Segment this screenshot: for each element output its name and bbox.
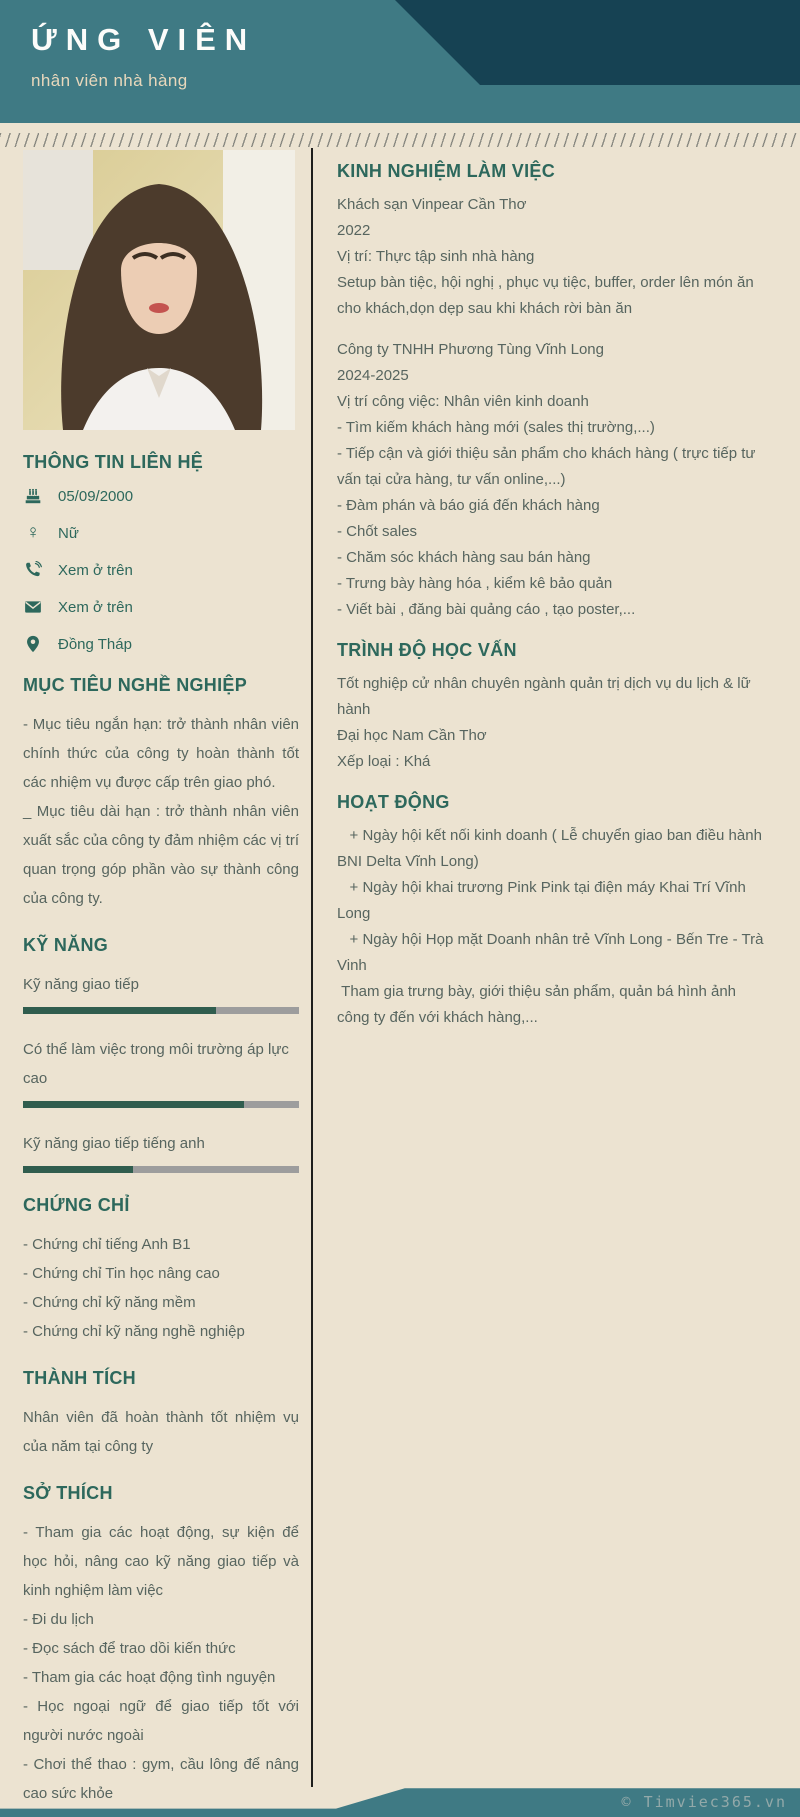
skill-bar-track bbox=[23, 1166, 299, 1173]
skill-bar-fill bbox=[23, 1007, 216, 1014]
contact-row-gender bbox=[23, 524, 299, 542]
objective-paragraph: _ Mục tiêu dài hạn : trở thành nhân viên xuất sắc của công ty đảm nhiệm các vị trí quan trọng góp phần vào sự thành công của công ty. bbox=[23, 803, 299, 907]
skill-bar-fill bbox=[23, 1101, 244, 1108]
location-pin-icon bbox=[23, 635, 43, 653]
contact-row-birthday bbox=[23, 487, 299, 505]
skill-bar-track bbox=[23, 1007, 299, 1014]
education-line: Đại học Nam Cần Thơ bbox=[337, 727, 487, 744]
hobby-item: - Đi du lịch bbox=[23, 1611, 94, 1628]
job-position: Vị trí công việc: Nhân viên kinh doanh bbox=[337, 393, 589, 410]
activity-line: + Ngày hội kết nối kinh doanh ( Lễ chuyển giao ban điều hành BNI Delta Vĩnh Long) bbox=[337, 827, 767, 870]
job-detail: - Đàm phán và báo giá đến khách hàng bbox=[337, 497, 600, 514]
page-title: ỨNG VIÊN bbox=[31, 22, 257, 57]
skill-label: Kỹ năng giao tiếp bbox=[23, 976, 139, 993]
section-heading-achievements: THÀNH TÍCH bbox=[23, 1368, 136, 1388]
job-detail: Setup bàn tiệc, hội nghị , phục vụ tiệc, buffer, order lên món ăn cho khách,dọn dẹp sau khi khách rời bàn ăn bbox=[337, 274, 758, 317]
contact-row-phone bbox=[23, 561, 299, 579]
page-subtitle: nhân viên nhà hàng bbox=[31, 71, 188, 90]
header-banner bbox=[0, 0, 800, 123]
section-heading-skills: KỸ NĂNG bbox=[23, 935, 109, 955]
hobby-item: - Chơi thể thao : gym, cầu lông để nâng cao sức khỏe bbox=[23, 1756, 299, 1802]
education-line: Xếp loại : Khá bbox=[337, 753, 431, 770]
experience-job bbox=[337, 337, 765, 623]
contact-row-address bbox=[23, 635, 299, 653]
job-detail: - Chăm sóc khách hàng sau bán hàng bbox=[337, 549, 591, 566]
email-value: Xem ở trên bbox=[58, 598, 133, 616]
watermark-text: © Timviec365.vn bbox=[621, 1793, 787, 1811]
achievement-text: Nhân viên đã hoàn thành tốt nhiệm vụ của năm tại công ty bbox=[23, 1409, 299, 1455]
female-icon: ♀ bbox=[25, 522, 41, 543]
hobby-item: - Tham gia các hoạt động tình nguyện bbox=[23, 1669, 276, 1686]
birthday-value: 05/09/2000 bbox=[58, 487, 134, 505]
job-position: Vị trí: Thực tập sinh nhà hàng bbox=[337, 248, 535, 265]
job-detail: - Tiếp cận và giới thiệu sản phẩm cho khách hàng ( trực tiếp tư vấn tại cửa hàng, tư vấn online,...) bbox=[337, 445, 760, 488]
phone-icon bbox=[23, 561, 43, 579]
section-heading-contact: THÔNG TIN LIÊN HỆ bbox=[23, 452, 204, 472]
skill-bar-track bbox=[23, 1101, 299, 1108]
job-detail: - Chốt sales bbox=[337, 523, 418, 540]
column-divider bbox=[311, 148, 313, 1787]
phone-value: Xem ở trên bbox=[58, 561, 133, 579]
certificate-item: - Chứng chỉ tiếng Anh B1 bbox=[23, 1236, 191, 1253]
skill-label: Kỹ năng giao tiếp tiếng anh bbox=[23, 1135, 205, 1152]
job-company: Công ty TNHH Phương Tùng Vĩnh Long bbox=[337, 341, 604, 358]
section-heading-hobbies: SỞ THÍCH bbox=[23, 1483, 113, 1503]
objective-paragraph: - Mục tiêu ngắn hạn: trở thành nhân viên chính thức của công ty hoàn thành tốt các nhiệm vụ được cấp trên giao phó. bbox=[23, 716, 299, 791]
section-heading-experience: KINH NGHIỆM LÀM VIỆC bbox=[337, 161, 556, 181]
profile-photo bbox=[23, 150, 295, 430]
skill-item bbox=[23, 970, 299, 1014]
activity-line: + Ngày hội khai trương Pink Pink tại điện máy Khai Trí Vĩnh Long bbox=[337, 879, 751, 922]
skill-item bbox=[23, 1035, 299, 1108]
certificate-item: - Chứng chỉ kỹ năng nghề nghiệp bbox=[23, 1323, 245, 1340]
job-detail: - Viết bài , đăng bài quảng cáo , tạo poster,... bbox=[337, 601, 636, 618]
hatch-stripe-band bbox=[0, 133, 800, 147]
job-period: 2024-2025 bbox=[337, 367, 409, 384]
left-column bbox=[23, 150, 299, 1808]
skill-label: Có thể làm việc trong môi trường áp lực cao bbox=[23, 1041, 289, 1087]
hobby-item: - Học ngoại ngữ để giao tiếp tốt với người nước ngoài bbox=[23, 1698, 299, 1744]
contact-row-email bbox=[23, 598, 299, 616]
gender-value: Nữ bbox=[58, 524, 79, 542]
job-company: Khách sạn Vinpear Cần Thơ bbox=[337, 196, 527, 213]
job-period: 2022 bbox=[337, 222, 371, 239]
section-heading-activities: HOẠT ĐỘNG bbox=[337, 792, 450, 812]
birthday-cake-icon bbox=[23, 487, 43, 505]
right-column bbox=[337, 161, 768, 1031]
skill-bar-fill bbox=[23, 1166, 133, 1173]
section-heading-education: TRÌNH ĐỘ HỌC VẤN bbox=[337, 640, 517, 660]
skill-item bbox=[23, 1129, 299, 1173]
address-value: Đồng Tháp bbox=[58, 635, 132, 653]
activity-line: + Ngày hội Họp mặt Doanh nhân trẻ Vĩnh Long - Bến Tre - Trà Vinh bbox=[337, 931, 768, 974]
hobby-item: - Đọc sách để trao dồi kiến thức bbox=[23, 1640, 236, 1657]
education-line: Tốt nghiệp cử nhân chuyên ngành quản trị dịch vụ du lịch & lữ hành bbox=[337, 675, 755, 718]
section-heading-certificates: CHỨNG CHỈ bbox=[23, 1195, 130, 1215]
certificate-item: - Chứng chỉ kỹ năng mềm bbox=[23, 1294, 196, 1311]
activity-line: Tham gia trưng bày, giới thiệu sản phẩm, quản bá hình ảnh công ty đến với khách hàng,... bbox=[337, 983, 741, 1026]
certificate-item: - Chứng chỉ Tin học nâng cao bbox=[23, 1265, 220, 1282]
envelope-icon bbox=[23, 598, 43, 616]
job-detail: - Tìm kiếm khách hàng mới (sales thị trường,...) bbox=[337, 419, 655, 436]
experience-job bbox=[337, 192, 765, 322]
hobby-item: - Tham gia các hoạt động, sự kiện để học hỏi, nâng cao kỹ năng giao tiếp và kinh nghiệm làm việc bbox=[23, 1524, 299, 1599]
section-heading-objective: MỤC TIÊU NGHỀ NGHIỆP bbox=[23, 675, 248, 695]
job-detail: - Trưng bày hàng hóa , kiểm kê bảo quản bbox=[337, 575, 613, 592]
